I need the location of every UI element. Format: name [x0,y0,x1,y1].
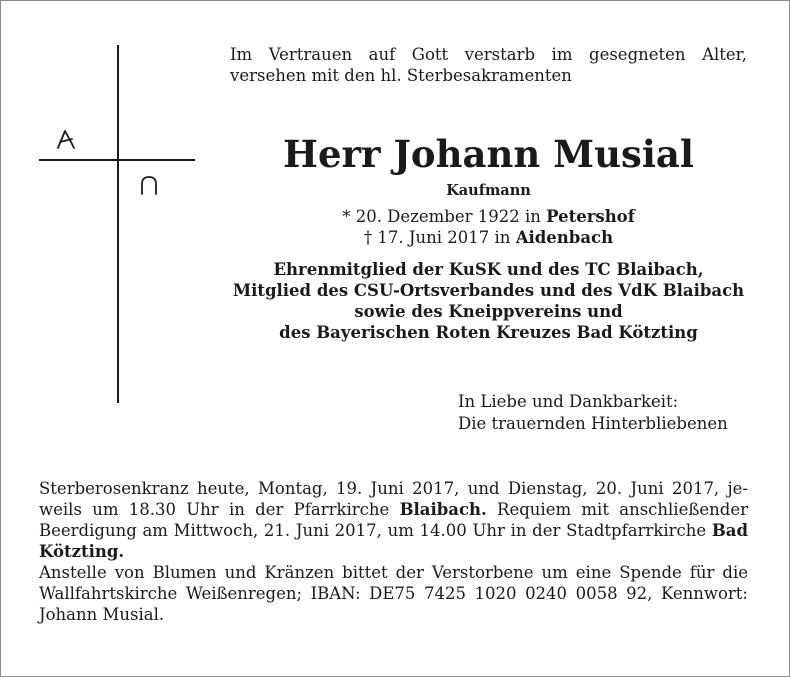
church-blaibach: Blaibach. [399,500,487,519]
service-paragraph [39,478,748,562]
deceased-name: Herr Johann Musial [283,132,694,176]
honor-line: Mitglied des CSU-Ortsverbandes und des VdK Blaibach [232,281,745,300]
church-bad-koetzting: Bad Kötzting. [39,521,748,561]
alpha-icon [56,128,78,150]
death-line [230,227,747,248]
birth-date: * 20. Dezember 1922 in [342,207,547,226]
cross-vertical-bar [117,45,119,403]
rosary-text: Sterberosenkranz heute, Montag, 19. Juni 2017, und Dienstag, 20. Juni 2017, jeweils um 18.30 Uhr in der Pfarrkirche [39,479,748,519]
honor-line: sowie des Kneippvereins und [354,302,623,321]
honors-block [230,259,747,343]
omega-icon [140,175,158,195]
honor-line: des Bayerischen Roten Kreuzes Bad Kötzting [279,323,698,342]
birth-line [230,206,747,227]
thanks-block [458,391,728,435]
honor-line: Ehrenmitglied der KuSK und des TC Blaibach, [273,260,704,279]
requiem-text: Requiem mit anschließender Beerdigung am Mittwoch, 21. Juni 2017, um 14.00 Uhr in der Stadtpfarrkirche [39,500,748,540]
occupation: Kaufmann [446,182,531,199]
death-place: Aidenbach [515,228,614,247]
cross-horizontal-bar [39,159,195,161]
death-date: † 17. Juni 2017 in [363,228,516,247]
donation-paragraph: Anstelle von Blumen und Kränzen bittet der Verstorbene um eine Spende für die Wallfahrtskirche Weißenregen; IBAN: DE75 7425 1020 0240 0058 92, Kennwort: Johann Musial. [39,563,748,624]
intro-text: Im Vertrauen auf Gott verstarb im gesegneten Alter, versehen mit den hl. Sterbesakramenten [230,45,747,85]
mourners-line: Die trauernden Hinterbliebenen [458,414,728,433]
birth-place: Petershof [546,207,635,226]
life-dates [230,206,747,248]
service-notice [39,478,748,625]
thanks-line: In Liebe und Dankbarkeit: [458,392,679,411]
